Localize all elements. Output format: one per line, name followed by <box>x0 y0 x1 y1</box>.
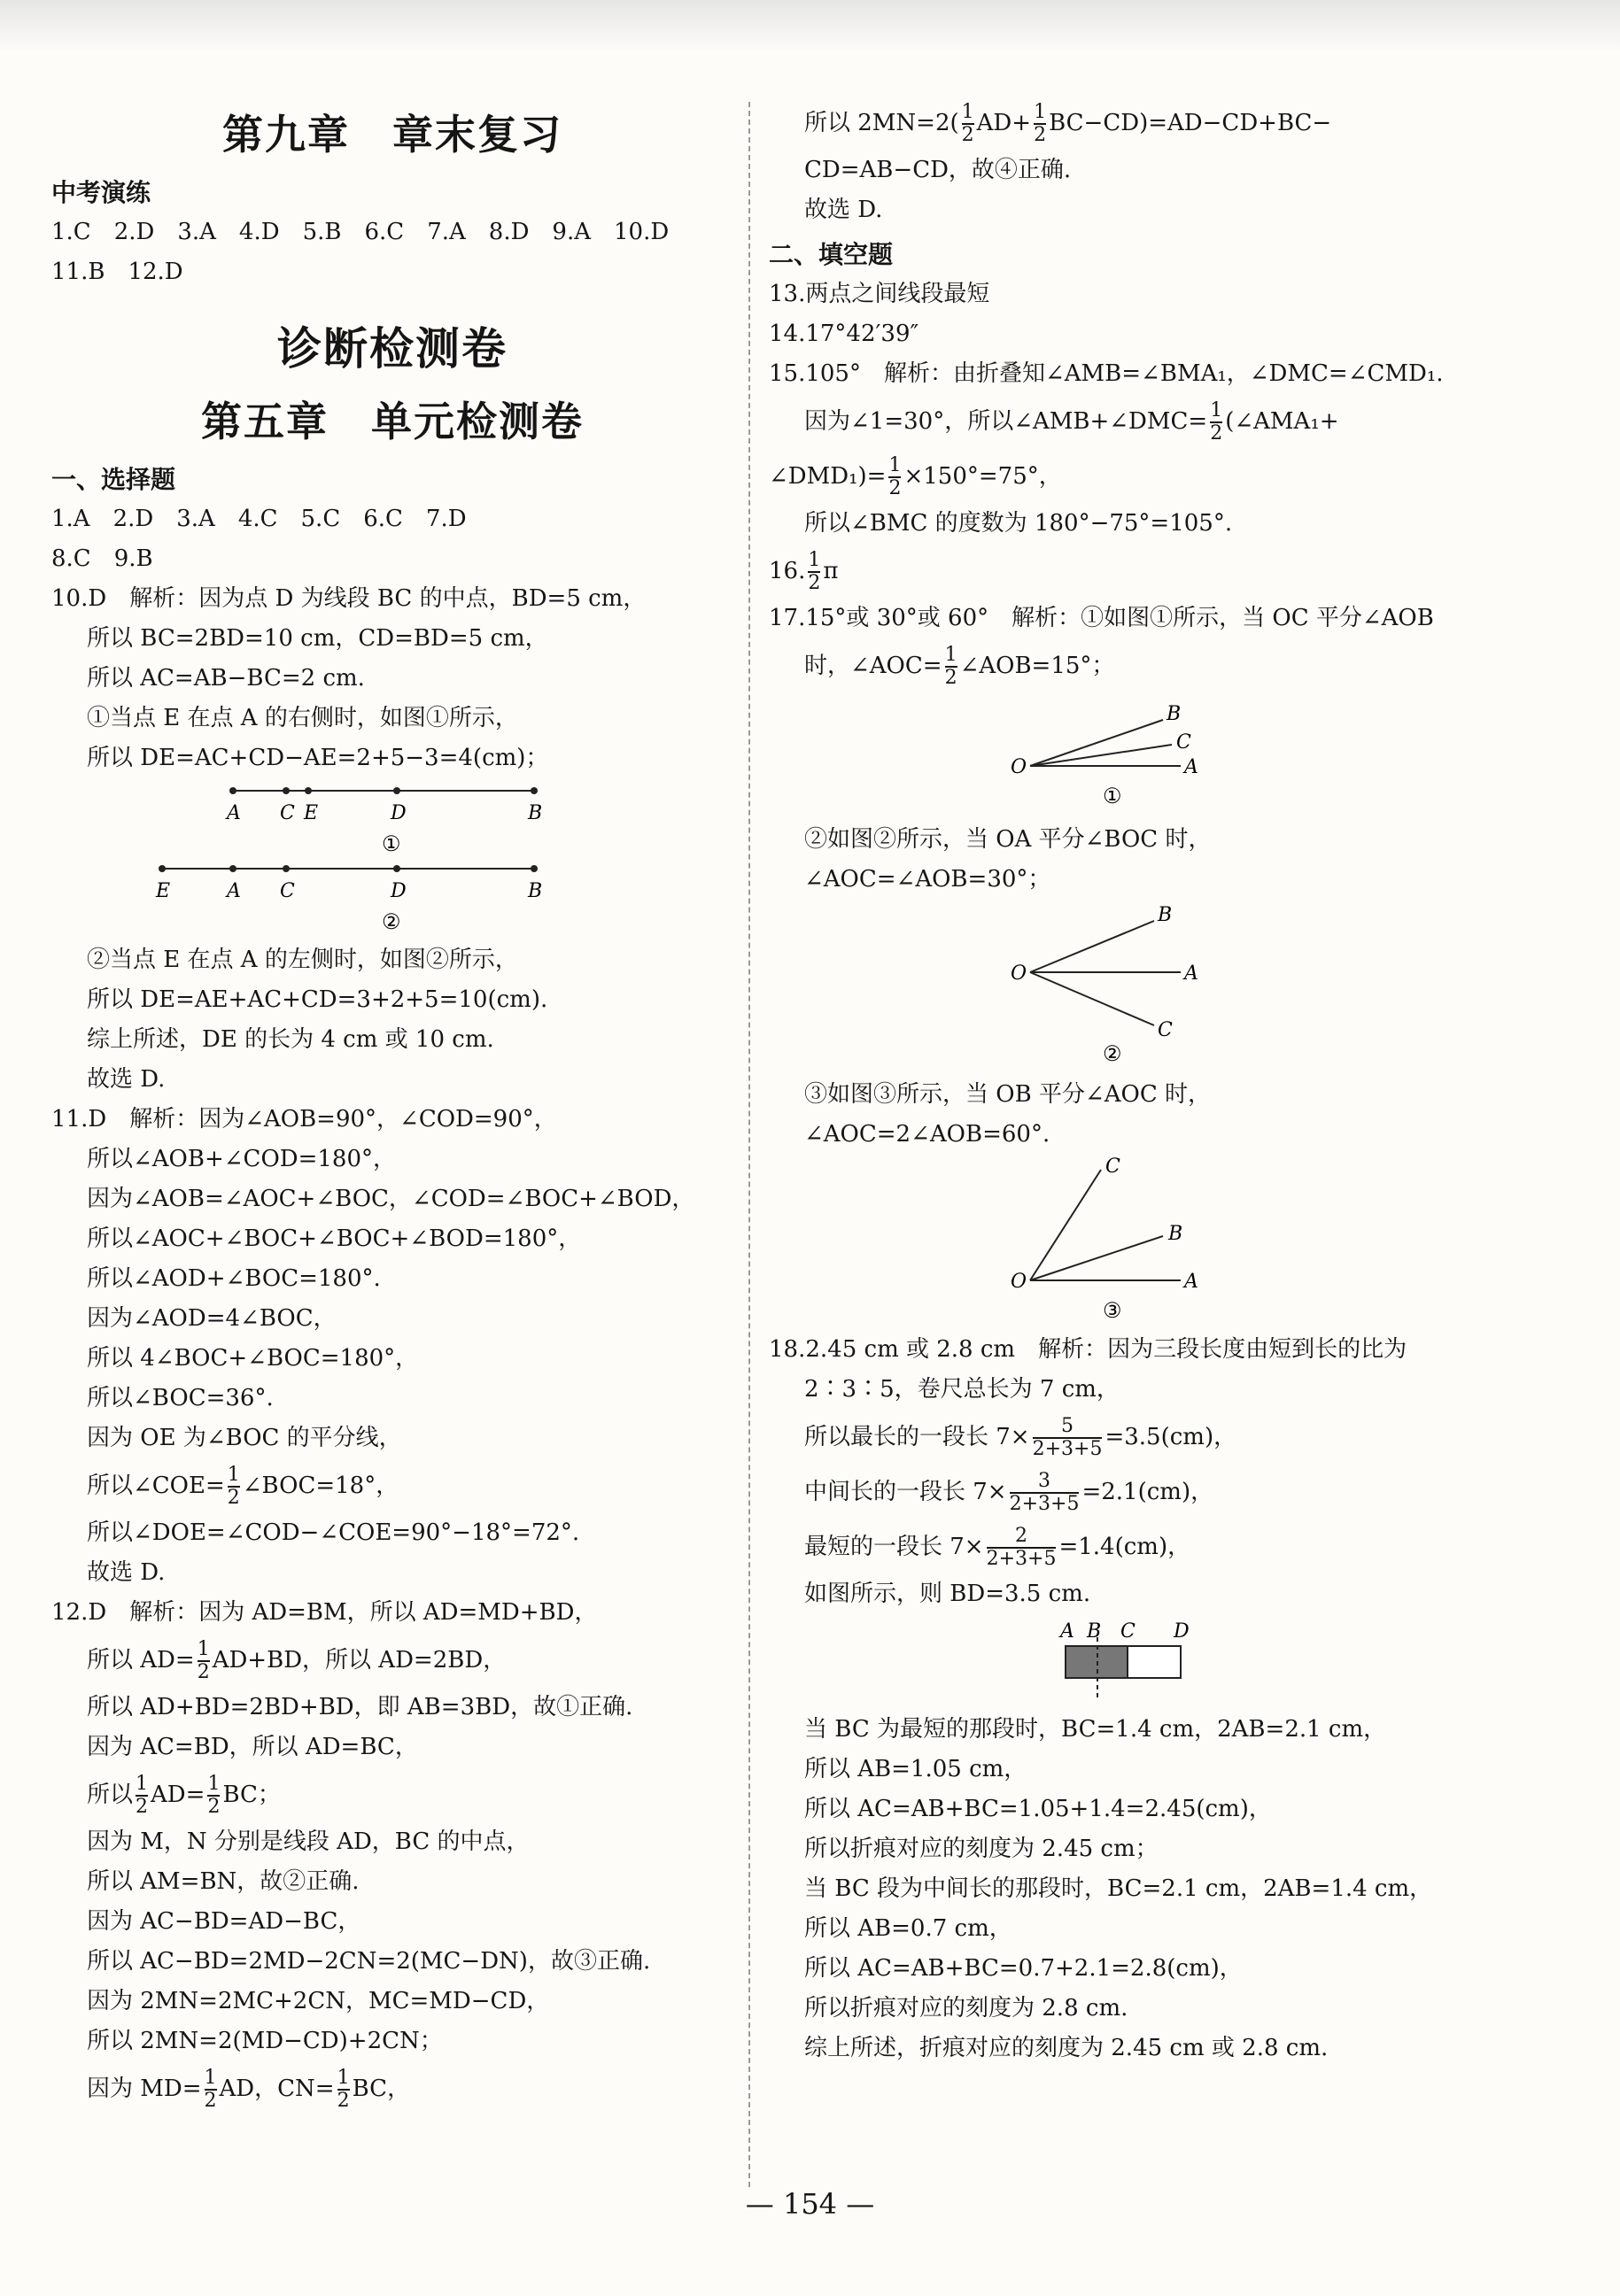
column-divider <box>748 102 750 2187</box>
q18-figure <box>1021 1616 1198 1705</box>
point-label: A <box>227 802 241 824</box>
mc-answers-row-1: 1.A 2.D 3.A 4.C 5.C 6.C 7.D <box>51 506 467 532</box>
point-label: C <box>280 802 295 824</box>
point-label: B <box>1168 1223 1183 1245</box>
point-label: O <box>1011 756 1027 778</box>
fraction: $\frac{1}{2}$ <box>888 454 902 499</box>
chapter5-title: 第五章 单元检测卷 <box>201 398 584 445</box>
q12-line: 因为 M，N 分别是线段 AD，BC 的中点， <box>87 1828 530 1855</box>
point-label: B <box>528 802 543 824</box>
point-label: E <box>156 880 171 902</box>
point-label: C <box>1158 1019 1173 1041</box>
scan-shadow <box>0 0 1620 53</box>
fraction: $\frac{1}{2}$ <box>1210 399 1223 445</box>
q11-line: 所以∠BOC=36°. <box>87 1385 274 1411</box>
q10-line: 所以 DE=AC+CD−AE=2+5−3=4(cm)； <box>87 745 549 771</box>
q11-line: 所以∠DOE=∠COD−∠COE=90°−18°=72°. <box>87 1519 580 1546</box>
fraction: $\frac{2}{2+3+5}$ <box>986 1525 1057 1570</box>
fraction: $\frac{1}{2}$ <box>227 1464 240 1509</box>
q12-line: 因为 MD= $\frac{1}{2}$ AD，CN= $\frac{1}{2}$ BC， <box>87 2067 411 2112</box>
point-label: C <box>1120 1620 1136 1643</box>
q11-line: 所以∠COE= $\frac{1}{2}$ ∠BOC=18°， <box>87 1464 399 1509</box>
diagnostic-test-title: 诊断检测卷 <box>277 322 508 375</box>
answers-row-2: 11.B 12.D <box>51 259 183 285</box>
q18-line: 中间长的一段长 7× $\frac{3}{2+3+5}$ =2.1(cm)， <box>804 1470 1214 1515</box>
fraction: $\frac{5}{2+3+5}$ <box>1032 1415 1103 1460</box>
fraction: $\frac{1}{2}$ <box>1034 101 1047 146</box>
q18-line: 综上所述，折痕对应的刻度为 2.45 cm 或 2.8 cm. <box>804 2035 1329 2061</box>
q11-line: 所以 4∠BOC+∠BOC=180°， <box>87 1345 419 1372</box>
q12-line: 所以 AD= $\frac{1}{2}$ AD+BD，所以 AD=2BD， <box>87 1638 507 1683</box>
page-number: — 154 — <box>745 2187 875 2221</box>
q10-line: 所以 BC=2BD=10 cm，CD=BD=5 cm， <box>87 625 548 652</box>
chapter9-title: 第九章 章末复习 <box>222 111 562 158</box>
q16-answer: 16. $\frac{1}{2}$ π <box>769 549 839 594</box>
q15-line: 因为∠1=30°，所以∠AMB+∠DMC= $\frac{1}{2}$ (∠AMA₁+ <box>804 399 1339 445</box>
q10-line: 10.D 解析：因为点 D 为线段 BC 的中点，BD=5 cm， <box>51 585 647 612</box>
figure-number: ① <box>382 831 401 856</box>
q17-line: ∠AOC=∠AOB=30°； <box>804 866 1051 893</box>
exam-practice-heading: 中考演练 <box>51 178 151 207</box>
q18-line: 所以 AC=AB+BC=1.05+1.4=2.45(cm)， <box>804 1796 1272 1822</box>
q17-line: 17.15°或 30°或 60° 解析：①如图①所示，当 OC 平分∠AOB <box>769 605 1434 631</box>
point-label: A <box>1060 1620 1074 1643</box>
q18-line: 当 BC 为最短的那段时，BC=1.4 cm，2AB=2.1 cm， <box>804 1716 1387 1743</box>
point-label: O <box>1011 1271 1027 1293</box>
point-label: B <box>1087 1620 1102 1643</box>
q11-line: 所以∠AOC+∠BOC+∠BOC+∠BOD=180°， <box>87 1225 582 1252</box>
fraction: $\frac{3}{2+3+5}$ <box>1009 1470 1080 1515</box>
point-label: E <box>304 802 319 824</box>
q18-line: 最短的一段长 7× $\frac{2}{2+3+5}$ =1.4(cm)， <box>804 1525 1191 1570</box>
q17-line: ∠AOC=2∠AOB=60°. <box>804 1121 1050 1148</box>
q18-line: 所以 AB=1.05 cm， <box>804 1756 1027 1782</box>
q18-line: 所以 AB=0.7 cm， <box>804 1915 1012 1942</box>
left-column <box>51 96 733 2116</box>
q10-line: 所以 DE=AE+AC+CD=3+2+5=10(cm). <box>87 986 548 1013</box>
fraction: $\frac{1}{2}$ <box>944 644 957 689</box>
figure-number: ③ <box>1103 1298 1122 1323</box>
figure-number: ① <box>1103 784 1122 808</box>
point-label: A <box>1184 1271 1198 1293</box>
q10-line: 综上所述，DE 的长为 4 cm 或 10 cm. <box>87 1026 494 1053</box>
fill-section-heading: 二、填空题 <box>769 240 894 269</box>
q10-figure-2 <box>155 865 542 934</box>
q15-line: 所以∠BMC 的度数为 180°−75°=105°. <box>804 510 1233 537</box>
q12-line: 所以 $\frac{1}{2}$ AD= $\frac{1}{2}$ BC； <box>87 1773 281 1818</box>
point-label: C <box>280 880 295 902</box>
q10-line: 所以 AC=AB−BC=2 cm. <box>87 665 365 692</box>
q10-line: 故选 D. <box>87 1066 166 1093</box>
q12-cont-line: 故选 D. <box>804 197 883 223</box>
q11-line: 因为 OE 为∠BOC 的平分线， <box>87 1425 402 1451</box>
point-label: B <box>1158 904 1173 926</box>
q15-line: ∠DMD₁)= $\frac{1}{2}$ ×150°=75°， <box>769 454 1062 499</box>
fraction: $\frac{1}{2}$ <box>207 1773 221 1818</box>
q12-line: 因为 AC=BD，所以 AD=BC， <box>87 1734 418 1760</box>
q17-figure-1 <box>995 695 1225 815</box>
point-label: A <box>1184 962 1198 985</box>
q12-cont-line: 所以 2MN=2( $\frac{1}{2}$ AD+ $\frac{1}{2}$ BC−CD)=AD−CD+BC− <box>804 101 1332 146</box>
figure-number: ② <box>1103 1041 1122 1066</box>
q10-figures <box>144 780 640 935</box>
fraction: $\frac{1}{2}$ <box>337 2067 350 2112</box>
fraction: $\frac{1}{2}$ <box>204 2067 217 2112</box>
q18-line: 当 BC 段为中间长的那段时，BC=2.1 cm，2AB=1.4 cm， <box>804 1875 1433 1902</box>
q11-line: 所以∠AOB+∠COD=180°， <box>87 1146 397 1172</box>
point-label: D <box>1174 1620 1190 1643</box>
q17-figure-3 <box>995 1156 1225 1325</box>
point-label: D <box>391 880 407 902</box>
point-label: B <box>528 880 543 902</box>
q18-line: 18.2.45 cm 或 2.8 cm 解析：因为三段长度由短到长的比为 <box>769 1336 1407 1363</box>
q12-line: 所以 AD+BD=2BD+BD，即 AB=3BD，故①正确. <box>87 1694 633 1720</box>
q17-figure-2 <box>995 901 1225 1070</box>
point-label: B <box>1167 703 1182 725</box>
fraction: $\frac{1}{2}$ <box>197 1638 210 1683</box>
mc-answers-row-2: 8.C 9.B <box>51 545 153 572</box>
q18-line: 2∶3∶5，卷尺总长为 7 cm， <box>804 1376 1120 1403</box>
q17-line: 时，∠AOC= $\frac{1}{2}$ ∠AOB=15°； <box>804 644 1115 689</box>
q10-line: ②当点 E 在点 A 的左侧时，如图②所示， <box>87 947 518 973</box>
q12-line: 因为 2MN=2MC+2CN，MC=MD−CD， <box>87 1988 550 2014</box>
q17-line: ③如图③所示，当 OB 平分∠AOC 时， <box>804 1081 1211 1108</box>
q15-line: 15.105° 解析：由折叠知∠AMB=∠BMA₁，∠DMC=∠CMD₁. <box>769 360 1444 387</box>
q18-line: 所以 AC=AB+BC=0.7+2.1=2.8(cm)， <box>804 1955 1243 1982</box>
q13-answer: 13.两点之间线段最短 <box>769 281 990 307</box>
q11-line: 故选 D. <box>87 1559 166 1586</box>
q11-line: 因为∠AOB=∠AOC+∠BOC，∠COD=∠BOC+∠BOD， <box>87 1186 695 1212</box>
q10-line: ①当点 E 在点 A 的右侧时，如图①所示， <box>87 705 518 731</box>
q11-line: 因为∠AOD=4∠BOC， <box>87 1305 337 1332</box>
q12-line: 所以 AM=BN，故②正确. <box>87 1868 360 1895</box>
fraction: $\frac{1}{2}$ <box>136 1773 149 1818</box>
q12-cont-line: CD=AB−CD，故④正确. <box>804 157 1072 183</box>
q18-line: 所以折痕对应的刻度为 2.45 cm； <box>804 1836 1159 1862</box>
figure-number: ② <box>382 909 401 934</box>
q12-line: 所以 AC−BD=2MD−2CN=2(MC−DN)，故③正确. <box>87 1948 651 1975</box>
q18-line: 所以折痕对应的刻度为 2.8 cm. <box>804 1995 1128 2022</box>
q12-line: 12.D 解析：因为 AD=BM，所以 AD=MD+BD， <box>51 1599 598 1626</box>
point-label: C <box>1176 731 1191 754</box>
q12-line: 所以 2MN=2(MD−CD)+2CN； <box>87 2028 443 2054</box>
q11-line: 11.D 解析：因为∠AOB=90°，∠COD=90°， <box>51 1106 557 1133</box>
q14-answer: 14.17°42′39″ <box>769 321 919 347</box>
answers-row-1: 1.C 2.D 3.A 4.D 5.B 6.C 7.A 8.D 9.A 10.D <box>51 219 670 245</box>
q12-line: 因为 AC−BD=AD−BC， <box>87 1908 361 1935</box>
point-label: A <box>227 880 241 902</box>
q10-figure-1 <box>225 787 542 856</box>
point-label: C <box>1105 1156 1120 1178</box>
q18-line: 如图所示，则 BD=3.5 cm. <box>804 1581 1091 1607</box>
q11-line: 所以∠AOD+∠BOC=180°. <box>87 1265 381 1292</box>
right-column <box>769 96 1451 2068</box>
choice-section-heading: 一、选择题 <box>51 465 176 494</box>
fraction: $\frac{1}{2}$ <box>808 549 821 594</box>
q17-line: ②如图②所示，当 OA 平分∠BOC 时， <box>804 826 1212 853</box>
point-label: D <box>391 802 407 824</box>
q18-line: 所以最长的一段长 7× $\frac{5}{2+3+5}$ =3.5(cm)， <box>804 1415 1237 1460</box>
point-label: O <box>1011 962 1027 985</box>
point-label: A <box>1184 756 1198 778</box>
fraction: $\frac{1}{2}$ <box>961 101 974 146</box>
